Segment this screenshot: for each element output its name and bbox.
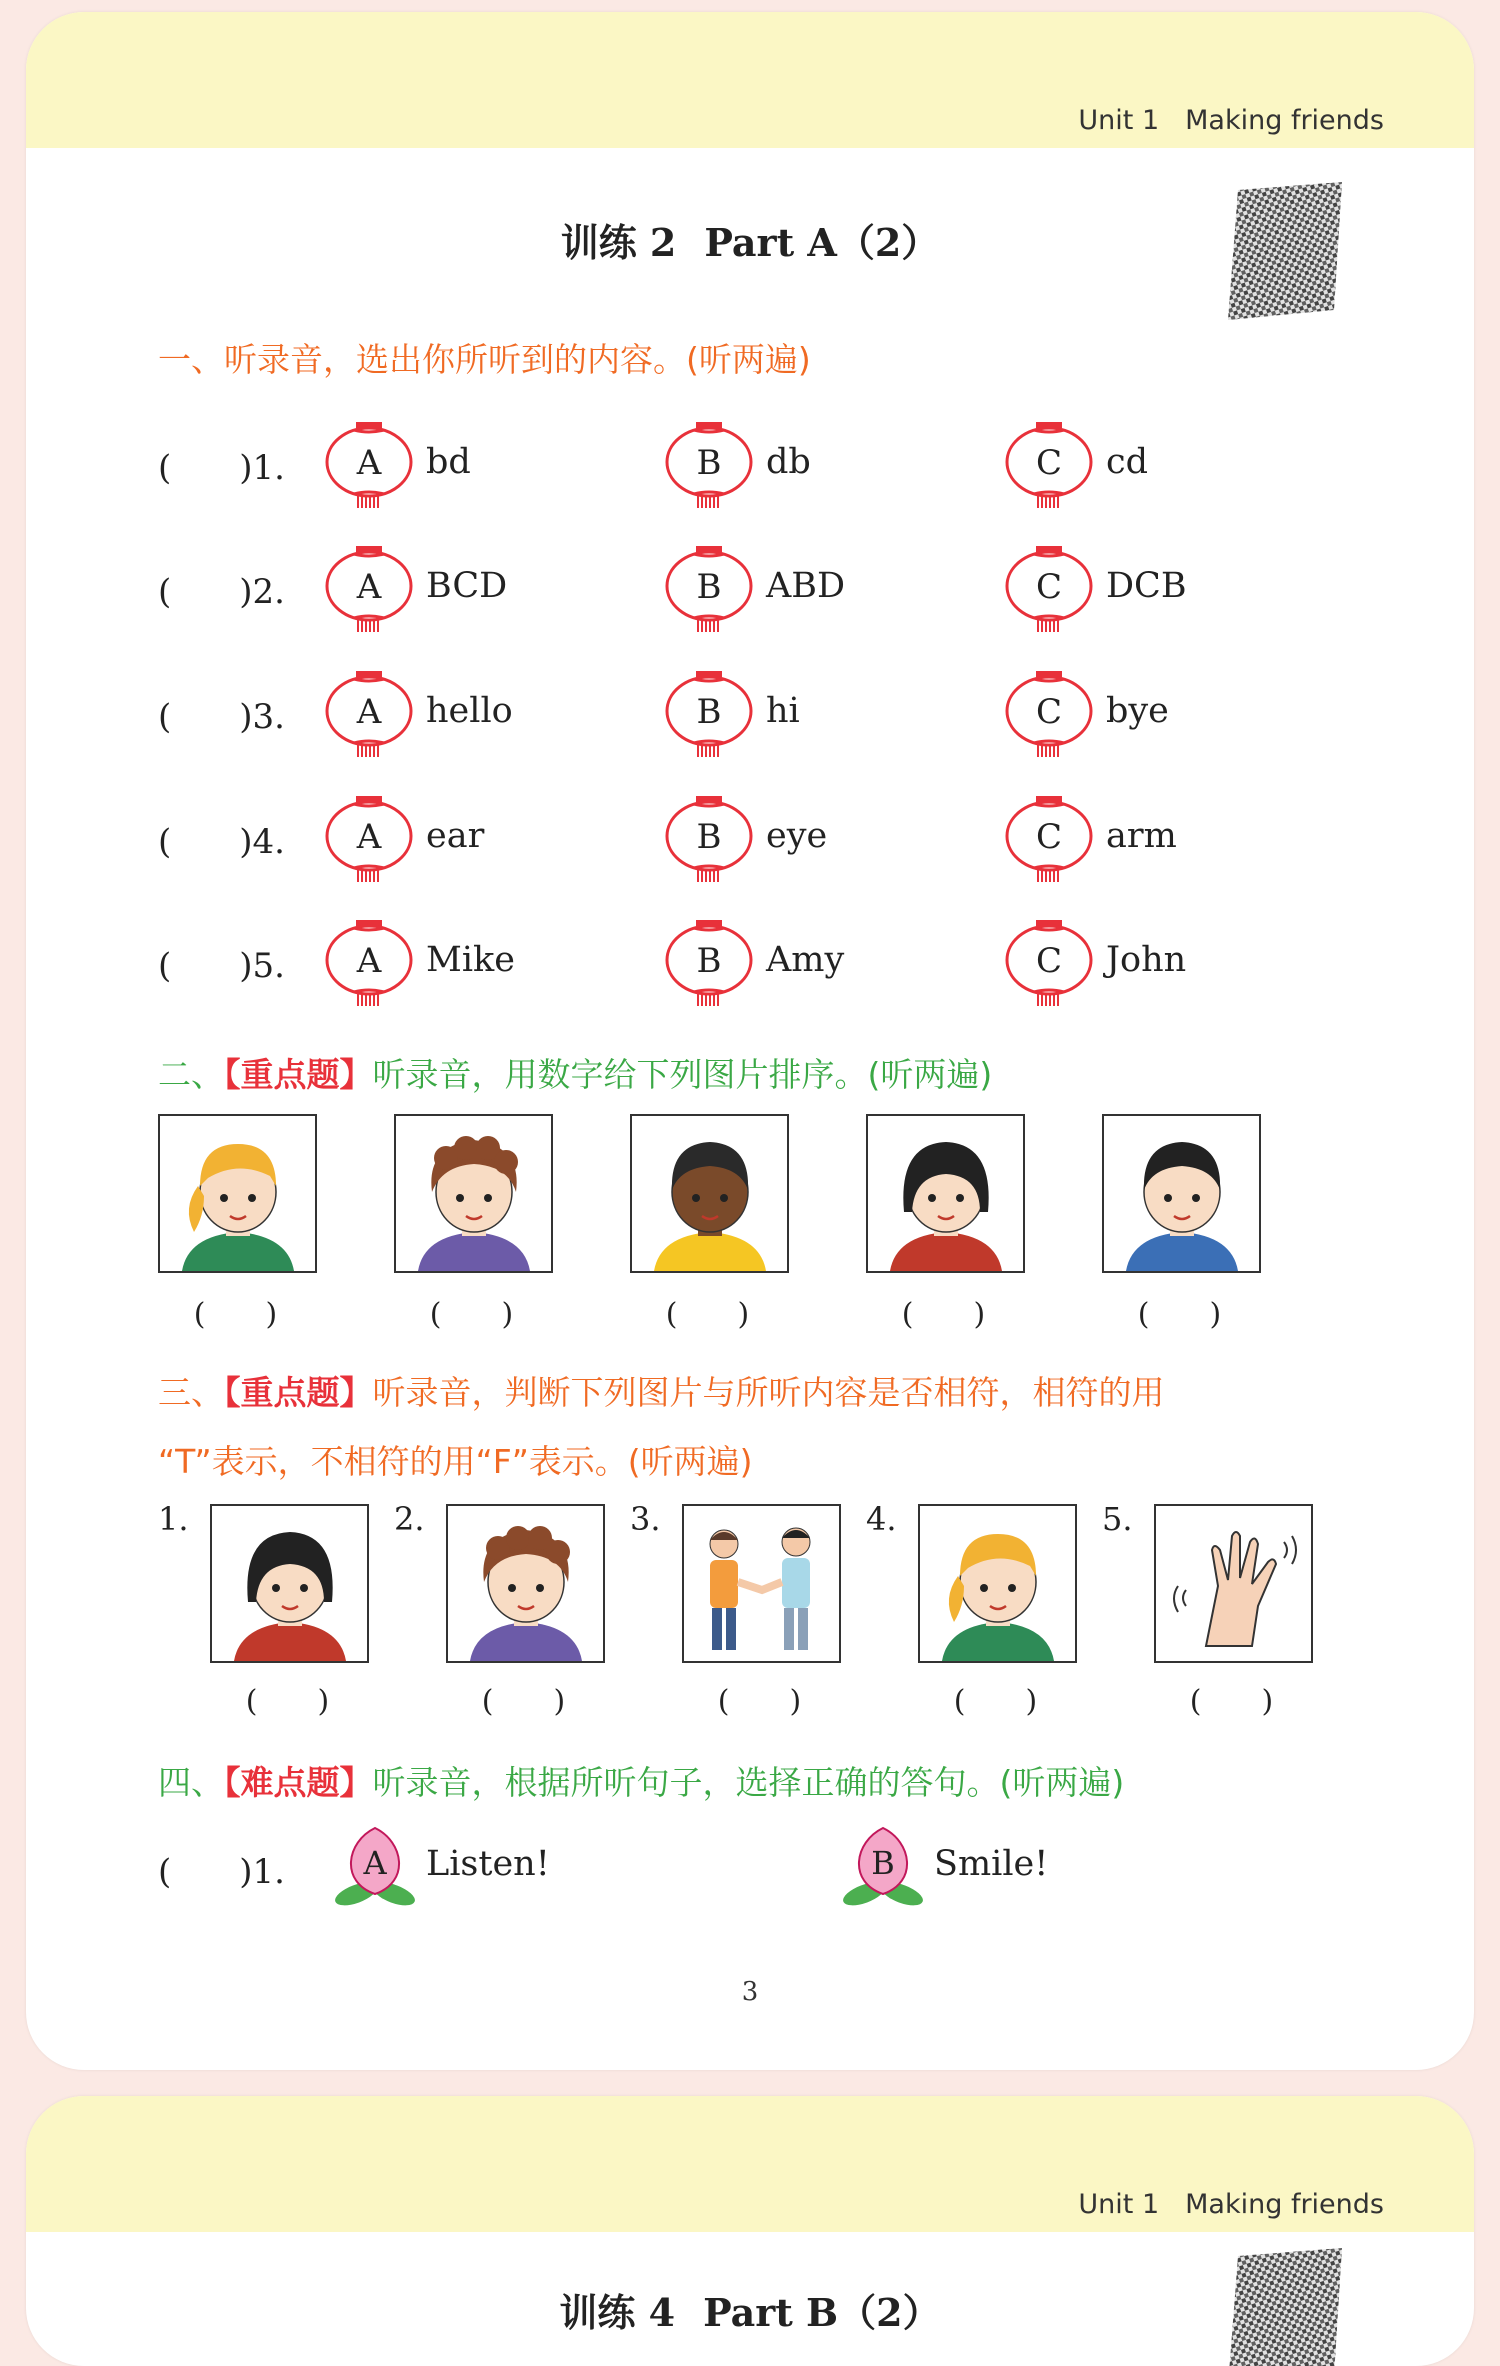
lantern-icon [664, 544, 754, 634]
option-word: Smile! [934, 1844, 1049, 1884]
peach-letter: B [871, 1844, 895, 1882]
lantern-letter: C [1035, 692, 1063, 732]
lantern-icon [324, 918, 414, 1008]
lantern-letter: A [356, 443, 382, 483]
tf-blank[interactable]: ( ) [1189, 1684, 1274, 1719]
lantern-icon [324, 669, 414, 759]
qr-code-icon[interactable] [1224, 2246, 1346, 2366]
page-number: 3 [741, 1977, 759, 2007]
section3-prefix: 三、 [158, 1373, 224, 1412]
answer-blank[interactable]: ( )3. [158, 697, 285, 737]
option-c[interactable] [1004, 420, 1304, 510]
section4-text: 听录音，根据所听句子，选择正确的答句。(听两遍) [372, 1763, 1125, 1802]
section1-question [26, 794, 1474, 884]
lantern-icon [664, 420, 754, 510]
lantern-letter: C [1035, 941, 1063, 981]
unit-topic: Making friends [1185, 105, 1384, 136]
order-blank[interactable]: ( ) [429, 1297, 514, 1332]
answer-blank[interactable]: ( )4. [158, 822, 285, 862]
lantern-icon [324, 420, 414, 510]
portrait-picture [630, 1114, 789, 1273]
unit-header [1078, 105, 1384, 136]
option-a[interactable] [324, 669, 624, 759]
lantern-letter: B [696, 941, 722, 981]
peach-letter: A [363, 1844, 387, 1882]
section1-question [26, 918, 1474, 1008]
section3-tag: 【重点题】 [224, 1373, 373, 1412]
lantern-letter: B [696, 567, 722, 607]
lesson-label: 训练 4 [559, 2290, 676, 2335]
item-number: 3. [630, 1500, 661, 1538]
option-b[interactable] [664, 794, 964, 884]
order-blank[interactable]: ( ) [901, 1297, 986, 1332]
lantern-letter: C [1035, 443, 1063, 483]
answer-blank[interactable]: ( )5. [158, 946, 285, 986]
lantern-letter: B [696, 817, 722, 857]
option-word: ABD [766, 566, 846, 606]
section2-prefix: 二、 [158, 1055, 224, 1094]
lantern-icon [664, 794, 754, 884]
portrait-picture [1102, 1114, 1261, 1273]
worksheet-page-next [26, 2096, 1474, 2366]
answer-blank[interactable]: ( )2. [158, 572, 285, 612]
lantern-letter: A [356, 941, 382, 981]
option-word: bd [426, 442, 471, 482]
peach-option-b[interactable] [834, 1822, 1134, 1912]
option-word: ear [426, 816, 485, 856]
option-c[interactable] [1004, 669, 1304, 759]
waving-hand-picture [1154, 1504, 1313, 1663]
peach-icon [326, 1822, 426, 1912]
order-blank[interactable]: ( ) [193, 1297, 278, 1332]
lantern-letter: A [356, 817, 382, 857]
option-word: cd [1106, 442, 1149, 482]
lantern-letter: B [696, 692, 722, 732]
girl-picture [210, 1504, 369, 1663]
portrait-picture [394, 1114, 553, 1273]
peach-icon [834, 1822, 934, 1912]
section3-line2: “T”表示，不相符的用“F”表示。(听两遍) [158, 1442, 753, 1481]
tf-blank[interactable]: ( ) [245, 1684, 330, 1719]
option-b[interactable] [664, 544, 964, 634]
section2-tag: 【重点题】 [224, 1055, 373, 1094]
lantern-icon [1004, 544, 1094, 634]
unit-label: Unit 1 [1078, 105, 1160, 136]
lantern-letter: A [356, 567, 382, 607]
section4-prefix: 四、 [158, 1763, 224, 1802]
unit-topic: Making friends [1185, 2189, 1384, 2220]
option-word: db [766, 442, 811, 482]
boy-picture [446, 1504, 605, 1663]
answer-blank[interactable]: ( )1. [158, 448, 285, 488]
option-word: hello [426, 691, 513, 731]
option-b[interactable] [664, 420, 964, 510]
girl-picture [918, 1504, 1077, 1663]
section1-question [26, 669, 1474, 759]
option-word: BCD [426, 566, 508, 606]
section2-text: 听录音，用数字给下列图片排序。(听两遍) [372, 1055, 993, 1094]
lantern-letter: C [1035, 567, 1063, 607]
option-b[interactable] [664, 669, 964, 759]
section2-heading [158, 1049, 992, 1096]
option-word: hi [766, 691, 800, 731]
lantern-letter: C [1035, 817, 1063, 857]
peach-option-a[interactable] [326, 1822, 626, 1912]
order-blank[interactable]: ( ) [1137, 1297, 1222, 1332]
option-c[interactable] [1004, 544, 1304, 634]
worksheet-page [26, 12, 1474, 2070]
lantern-icon [1004, 918, 1094, 1008]
tf-blank[interactable]: ( ) [481, 1684, 566, 1719]
lantern-icon [324, 544, 414, 634]
option-word: DCB [1106, 566, 1187, 606]
qr-code-icon[interactable] [1224, 180, 1346, 322]
portrait-picture [866, 1114, 1025, 1273]
section1-heading: 一、听录音，选出你所听到的内容。(听两遍) [158, 340, 811, 379]
answer-blank[interactable]: ( )1. [158, 1852, 285, 1892]
option-word: eye [766, 816, 828, 856]
handshake-picture [682, 1504, 841, 1663]
section3-heading [158, 1367, 1165, 1414]
option-a[interactable] [324, 794, 624, 884]
item-number: 1. [158, 1500, 189, 1538]
lantern-letter: B [696, 443, 722, 483]
section1-question [26, 544, 1474, 634]
tf-blank[interactable]: ( ) [717, 1684, 802, 1719]
lantern-icon [324, 794, 414, 884]
unit-label: Unit 1 [1078, 2189, 1160, 2220]
lantern-icon [1004, 794, 1094, 884]
item-number: 4. [866, 1500, 897, 1538]
part-label: Part A（2） [704, 220, 940, 265]
section3-line1: 听录音，判断下列图片与所听内容是否相符，相符的用 [372, 1373, 1165, 1412]
option-b[interactable] [664, 918, 964, 1008]
lantern-icon [664, 669, 754, 759]
option-c[interactable] [1004, 918, 1304, 1008]
option-word: arm [1106, 816, 1177, 856]
option-word: Listen! [426, 1844, 550, 1884]
option-a[interactable] [324, 544, 624, 634]
section1-question [26, 420, 1474, 510]
section4-tag: 【难点题】 [224, 1763, 373, 1802]
lantern-letter: A [356, 692, 382, 732]
option-a[interactable] [324, 420, 624, 510]
item-number: 5. [1102, 1500, 1133, 1538]
unit-header [1078, 2189, 1384, 2220]
tf-blank[interactable]: ( ) [953, 1684, 1038, 1719]
lantern-icon [664, 918, 754, 1008]
option-c[interactable] [1004, 794, 1304, 884]
lesson-label: 训练 2 [560, 220, 677, 265]
section4-heading [158, 1757, 1124, 1804]
lantern-icon [1004, 669, 1094, 759]
option-word: bye [1106, 691, 1169, 731]
option-word: Amy [766, 940, 845, 980]
lantern-icon [1004, 420, 1094, 510]
option-a[interactable] [324, 918, 624, 1008]
option-word: Mike [426, 940, 515, 980]
option-word: John [1106, 940, 1187, 980]
section4-question [26, 1822, 1474, 1912]
part-label: Part B（2） [703, 2290, 941, 2335]
item-number: 2. [394, 1500, 425, 1538]
order-blank[interactable]: ( ) [665, 1297, 750, 1332]
portrait-picture [158, 1114, 317, 1273]
